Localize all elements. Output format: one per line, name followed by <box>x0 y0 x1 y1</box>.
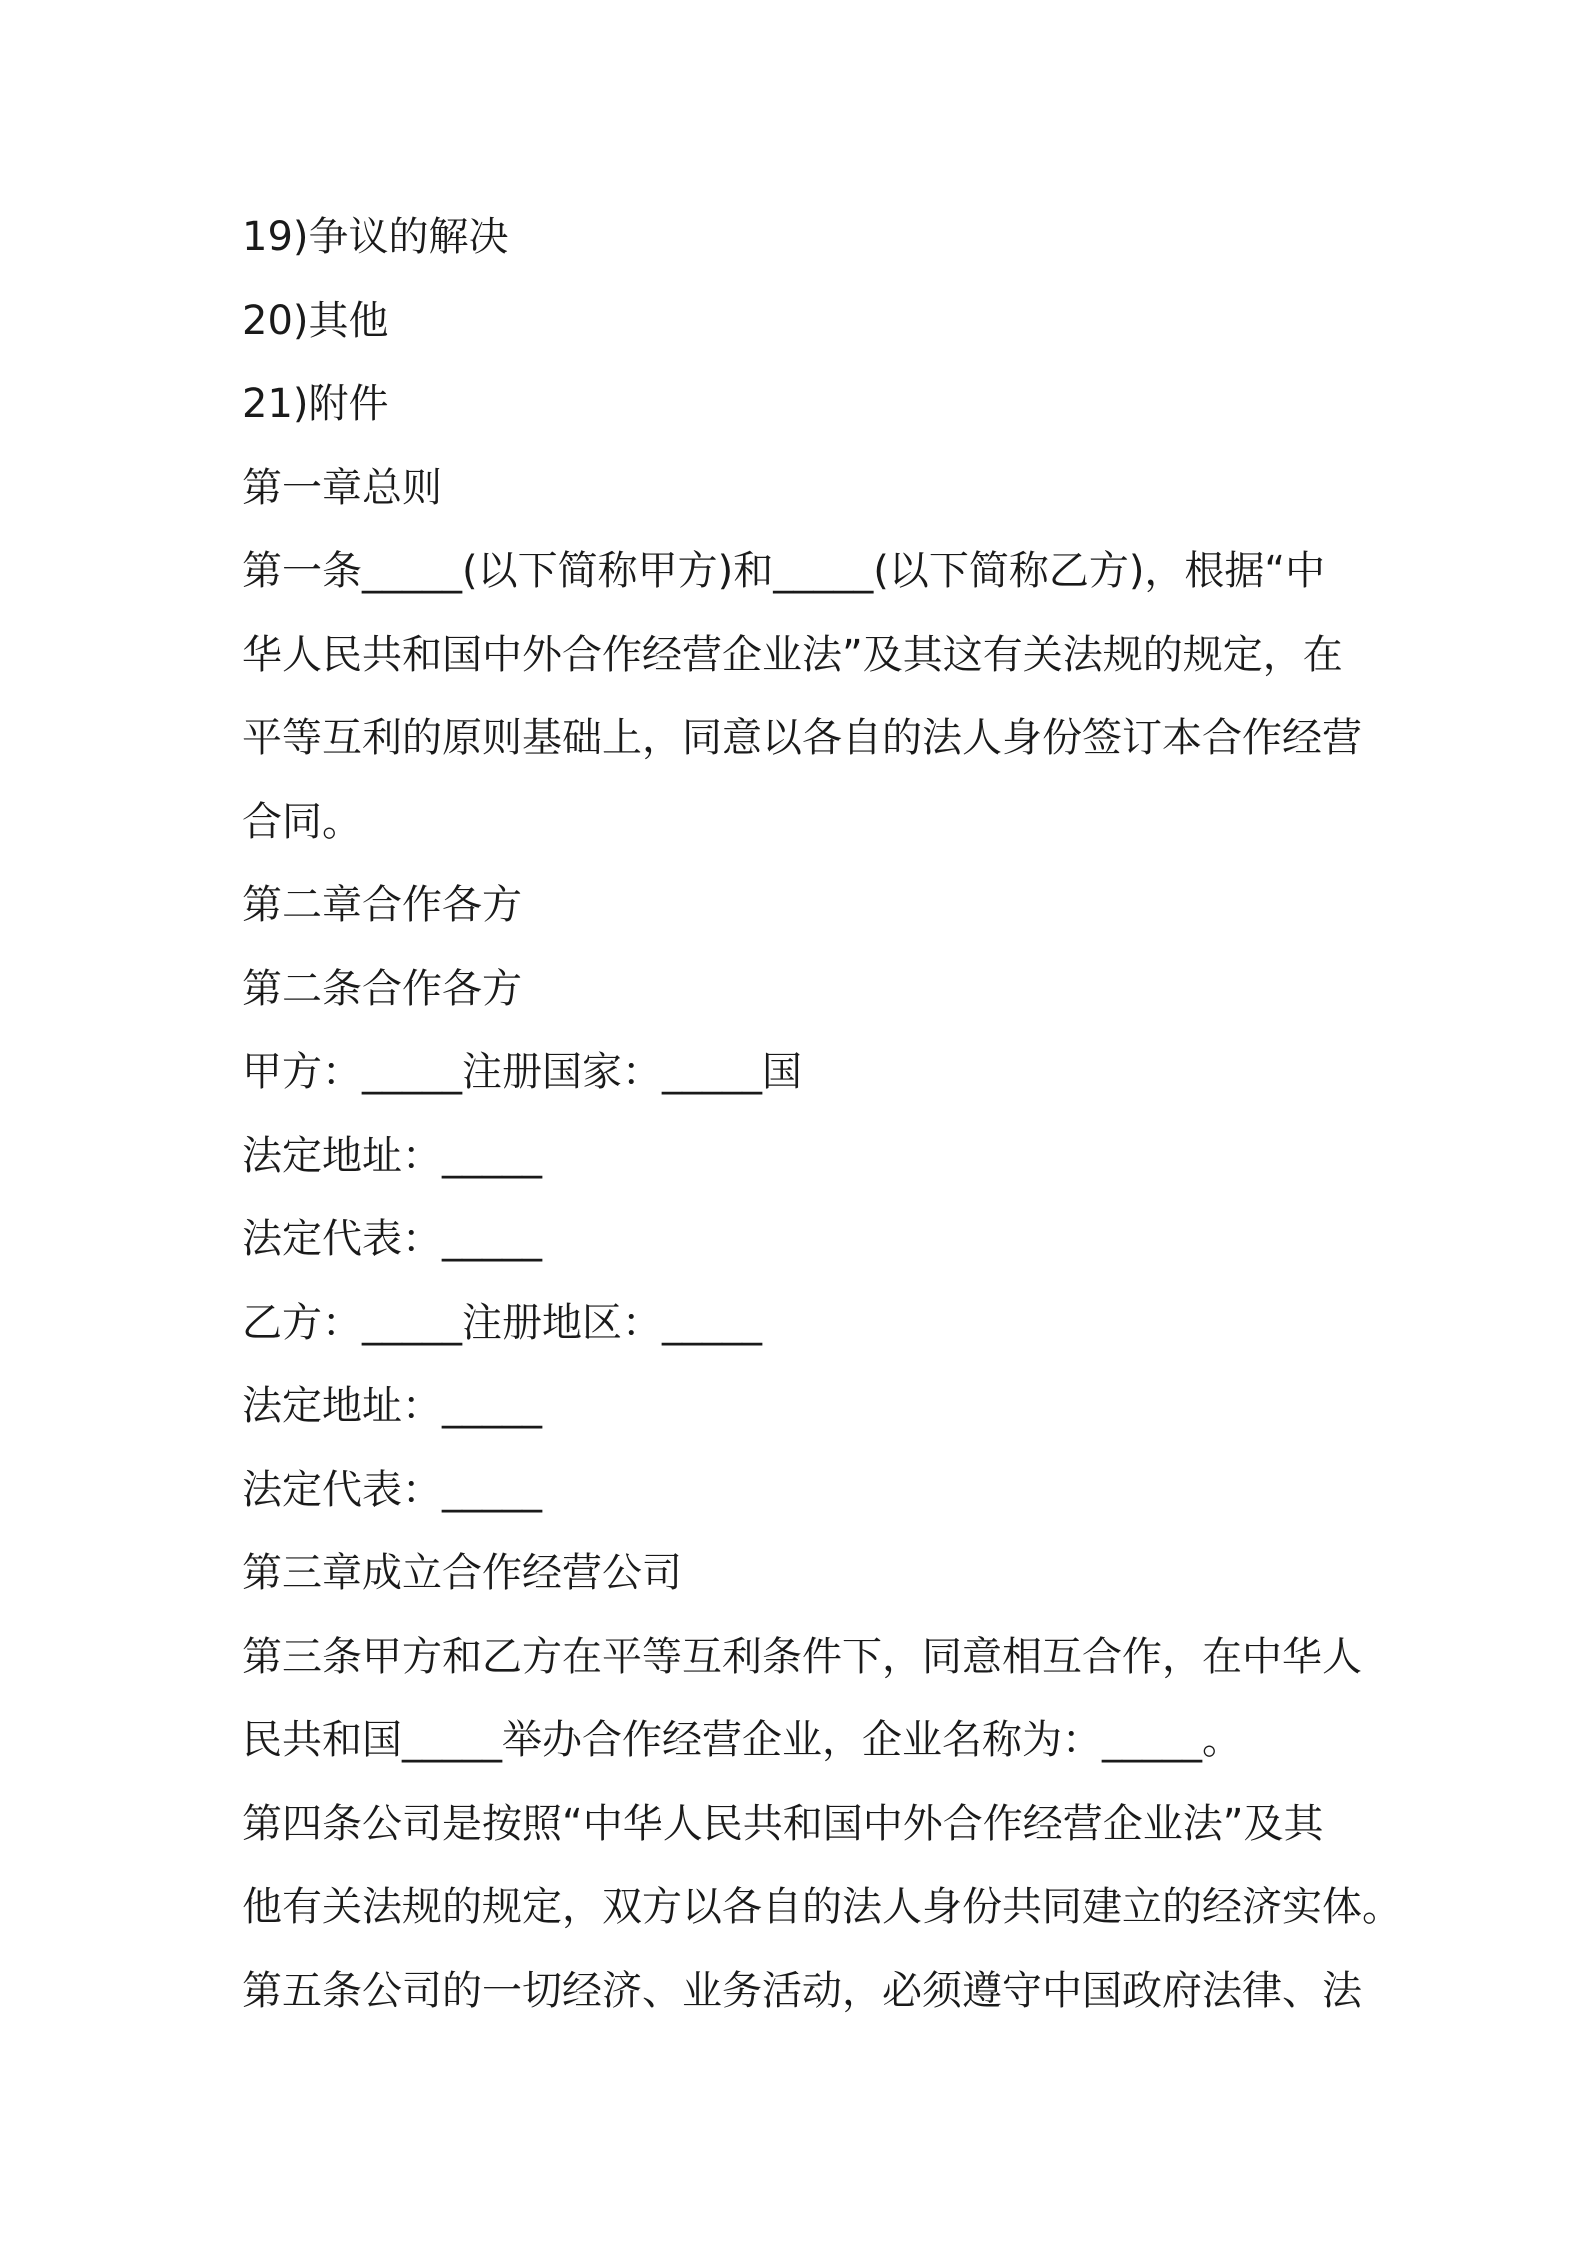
article-3-line-1: 第三条甲方和乙方在平等互利条件下，同意相互合作，在中华人 <box>242 1633 1362 1680</box>
article-1-line-1: 第一条_____(以下简称甲方)和_____(以下简称乙方)，根据“中 <box>242 548 1326 594</box>
party-b-representative: 法定代表：_____ <box>242 1466 542 1513</box>
article-1-line-4: 合同。 <box>242 798 362 845</box>
party-b-line: 乙方：_____注册地区：_____ <box>242 1299 762 1346</box>
toc-item-20: 20)其他 <box>242 297 389 344</box>
toc-item-19: 19)争议的解决 <box>242 214 509 260</box>
article-5-line-1: 第五条公司的一切经济、业务活动，必须遵守中国政府法律、法 <box>242 1967 1362 2014</box>
party-a-address: 法定地址：_____ <box>242 1132 542 1179</box>
chapter-1-heading: 第一章总则 <box>242 464 442 511</box>
party-a-line: 甲方：_____注册国家：_____国 <box>242 1049 802 1095</box>
article-1-line-2: 华人民共和国中外合作经营企业法”及其这有关法规的规定，在 <box>242 631 1343 678</box>
article-4-line-2: 他有关法规的规定，双方以各自的法人身份共同建立的经济实体。 <box>242 1884 1402 1930</box>
party-b-address: 法定地址：_____ <box>242 1383 542 1429</box>
article-4-line-1: 第四条公司是按照“中华人民共和国中外合作经营企业法”及其 <box>242 1800 1324 1847</box>
article-3-line-2: 民共和国_____举办合作经营企业，企业名称为：_____。 <box>242 1717 1242 1763</box>
article-2-heading: 第二条合作各方 <box>242 965 522 1012</box>
document-body <box>242 196 1402 2033</box>
article-1-line-3: 平等互利的原则基础上，同意以各自的法人身份签订本合作经营 <box>242 715 1362 761</box>
chapter-3-heading: 第三章成立合作经营公司 <box>242 1550 682 1596</box>
party-a-representative: 法定代表：_____ <box>242 1216 542 1262</box>
chapter-2-heading: 第二章合作各方 <box>242 882 522 928</box>
toc-item-21: 21)附件 <box>242 381 389 427</box>
